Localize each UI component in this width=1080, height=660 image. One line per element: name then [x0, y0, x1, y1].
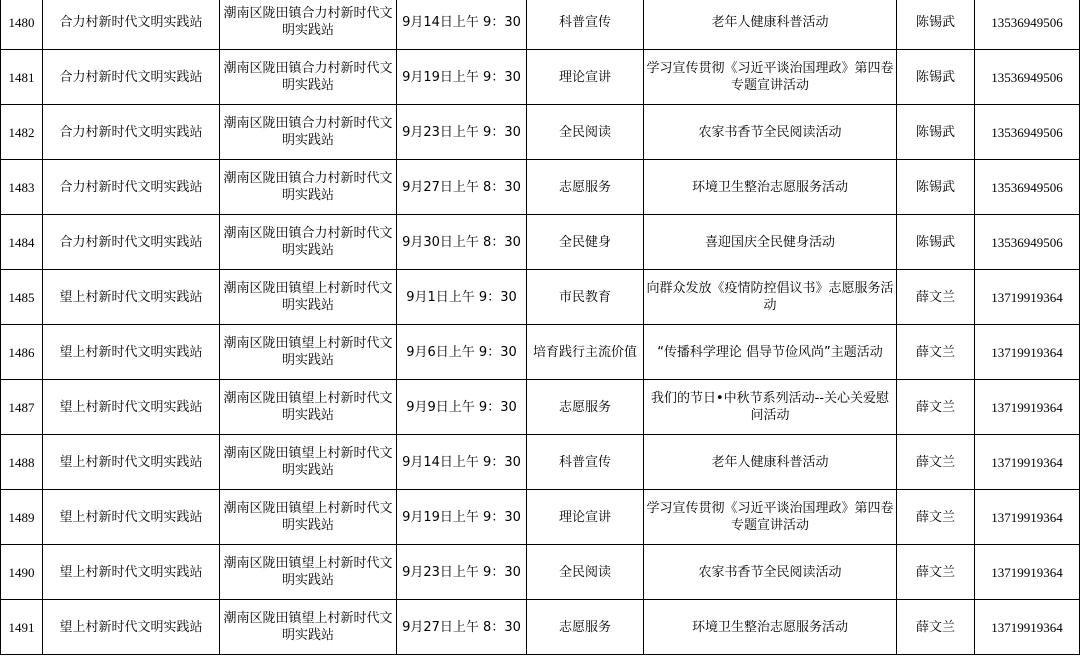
activity-cell: 农家书香节全民阅读活动 — [644, 105, 897, 160]
activity-cell: 老年人健康科普活动 — [644, 0, 897, 50]
contact-person-cell: 薛文兰 — [897, 270, 975, 325]
contact-person-cell: 薛文兰 — [897, 325, 975, 380]
time-cell: 9月19日上午 9：30 — [397, 490, 527, 545]
table-row — [1, 0, 1080, 50]
time-cell: 9月14日上午 9：30 — [397, 0, 527, 50]
category-cell: 科普宣传 — [527, 435, 644, 490]
address-cell: 潮南区陇田镇望上村新时代文明实践站 — [220, 380, 397, 435]
address-cell: 潮南区陇田镇合力村新时代文明实践站 — [220, 215, 397, 270]
station-name-cell: 合力村新时代文明实践站 — [43, 105, 220, 160]
time-cell: 9月19日上午 9：30 — [397, 50, 527, 105]
address-cell: 潮南区陇田镇合力村新时代文明实践站 — [220, 0, 397, 50]
contact-person-cell: 薛文兰 — [897, 600, 975, 655]
contact-person-cell: 陈锡武 — [897, 50, 975, 105]
station-name-cell: 望上村新时代文明实践站 — [43, 435, 220, 490]
row-number-cell: 1484 — [1, 215, 43, 270]
address-cell: 潮南区陇田镇望上村新时代文明实践站 — [220, 270, 397, 325]
address-cell: 潮南区陇田镇望上村新时代文明实践站 — [220, 545, 397, 600]
contact-person-cell: 陈锡武 — [897, 105, 975, 160]
contact-person-cell: 薛文兰 — [897, 380, 975, 435]
station-name-cell: 合力村新时代文明实践站 — [43, 215, 220, 270]
phone-number-cell: 13536949506 — [975, 215, 1080, 270]
station-name-cell: 合力村新时代文明实践站 — [43, 0, 220, 50]
station-name-cell: 望上村新时代文明实践站 — [43, 600, 220, 655]
category-cell: 志愿服务 — [527, 380, 644, 435]
time-cell: 9月27日上午 8：30 — [397, 600, 527, 655]
activity-cell: 我们的节日•中秋节系列活动--关心关爱慰问活动 — [644, 380, 897, 435]
table-row — [1, 325, 1080, 380]
phone-number-cell: 13719919364 — [975, 545, 1080, 600]
address-cell: 潮南区陇田镇合力村新时代文明实践站 — [220, 50, 397, 105]
activity-cell: 学习宣传贯彻《习近平谈治国理政》第四卷专题宣讲活动 — [644, 490, 897, 545]
phone-number-cell: 13719919364 — [975, 270, 1080, 325]
activity-cell: 喜迎国庆全民健身活动 — [644, 215, 897, 270]
activity-cell: 向群众发放《疫情防控倡议书》志愿服务活动 — [644, 270, 897, 325]
table-row — [1, 435, 1080, 490]
address-cell: 潮南区陇田镇望上村新时代文明实践站 — [220, 435, 397, 490]
table-row — [1, 600, 1080, 655]
category-cell: 全民阅读 — [527, 105, 644, 160]
row-number-cell: 1488 — [1, 435, 43, 490]
contact-person-cell: 薛文兰 — [897, 435, 975, 490]
station-name-cell: 合力村新时代文明实践站 — [43, 160, 220, 215]
activity-cell: 环境卫生整治志愿服务活动 — [644, 600, 897, 655]
station-name-cell: 望上村新时代文明实践站 — [43, 545, 220, 600]
row-number-cell: 1482 — [1, 105, 43, 160]
table-row — [1, 50, 1080, 105]
station-name-cell: 合力村新时代文明实践站 — [43, 50, 220, 105]
row-number-cell: 1491 — [1, 600, 43, 655]
table-row — [1, 545, 1080, 600]
time-cell: 9月14日上午 9：30 — [397, 435, 527, 490]
category-cell: 市民教育 — [527, 270, 644, 325]
row-number-cell: 1481 — [1, 50, 43, 105]
table-row — [1, 490, 1080, 545]
contact-person-cell: 陈锡武 — [897, 160, 975, 215]
row-number-cell: 1483 — [1, 160, 43, 215]
table-row — [1, 105, 1080, 160]
station-name-cell: 望上村新时代文明实践站 — [43, 380, 220, 435]
category-cell: 科普宣传 — [527, 0, 644, 50]
row-number-cell: 1489 — [1, 490, 43, 545]
table-row — [1, 160, 1080, 215]
phone-number-cell: 13719919364 — [975, 600, 1080, 655]
phone-number-cell: 13536949506 — [975, 50, 1080, 105]
activity-cell: “传播科学理论 倡导节俭风尚”主题活动 — [644, 325, 897, 380]
category-cell: 全民健身 — [527, 215, 644, 270]
category-cell: 全民阅读 — [527, 545, 644, 600]
station-name-cell: 望上村新时代文明实践站 — [43, 325, 220, 380]
phone-number-cell: 13536949506 — [975, 105, 1080, 160]
phone-number-cell: 13536949506 — [975, 160, 1080, 215]
category-cell: 志愿服务 — [527, 160, 644, 215]
table-row — [1, 380, 1080, 435]
table-row — [1, 270, 1080, 325]
contact-person-cell: 陈锡武 — [897, 215, 975, 270]
category-cell: 理论宣讲 — [527, 490, 644, 545]
time-cell: 9月6日上午 9：30 — [397, 325, 527, 380]
time-cell: 9月23日上午 9：30 — [397, 105, 527, 160]
phone-number-cell: 13719919364 — [975, 490, 1080, 545]
address-cell: 潮南区陇田镇合力村新时代文明实践站 — [220, 105, 397, 160]
activity-cell: 农家书香节全民阅读活动 — [644, 545, 897, 600]
time-cell: 9月30日上午 8：30 — [397, 215, 527, 270]
phone-number-cell: 13719919364 — [975, 380, 1080, 435]
table-body — [1, 0, 1080, 655]
time-cell: 9月9日上午 9：30 — [397, 380, 527, 435]
station-name-cell: 望上村新时代文明实践站 — [43, 490, 220, 545]
phone-number-cell: 13719919364 — [975, 435, 1080, 490]
phone-number-cell: 13719919364 — [975, 325, 1080, 380]
row-number-cell: 1490 — [1, 545, 43, 600]
row-number-cell: 1480 — [1, 0, 43, 50]
category-cell: 志愿服务 — [527, 600, 644, 655]
address-cell: 潮南区陇田镇望上村新时代文明实践站 — [220, 325, 397, 380]
category-cell: 培育践行主流价值 — [527, 325, 644, 380]
contact-person-cell: 薛文兰 — [897, 490, 975, 545]
activity-cell: 老年人健康科普活动 — [644, 435, 897, 490]
phone-number-cell: 13536949506 — [975, 0, 1080, 50]
address-cell: 潮南区陇田镇望上村新时代文明实践站 — [220, 600, 397, 655]
contact-person-cell: 薛文兰 — [897, 545, 975, 600]
time-cell: 9月1日上午 9：30 — [397, 270, 527, 325]
time-cell: 9月23日上午 9：30 — [397, 545, 527, 600]
table-row — [1, 215, 1080, 270]
category-cell: 理论宣讲 — [527, 50, 644, 105]
row-number-cell: 1486 — [1, 325, 43, 380]
contact-person-cell: 陈锡武 — [897, 0, 975, 50]
row-number-cell: 1487 — [1, 380, 43, 435]
activity-cell: 环境卫生整治志愿服务活动 — [644, 160, 897, 215]
row-number-cell: 1485 — [1, 270, 43, 325]
station-name-cell: 望上村新时代文明实践站 — [43, 270, 220, 325]
time-cell: 9月27日上午 8：30 — [397, 160, 527, 215]
address-cell: 潮南区陇田镇望上村新时代文明实践站 — [220, 490, 397, 545]
activity-cell: 学习宣传贯彻《习近平谈治国理政》第四卷专题宣讲活动 — [644, 50, 897, 105]
address-cell: 潮南区陇田镇合力村新时代文明实践站 — [220, 160, 397, 215]
